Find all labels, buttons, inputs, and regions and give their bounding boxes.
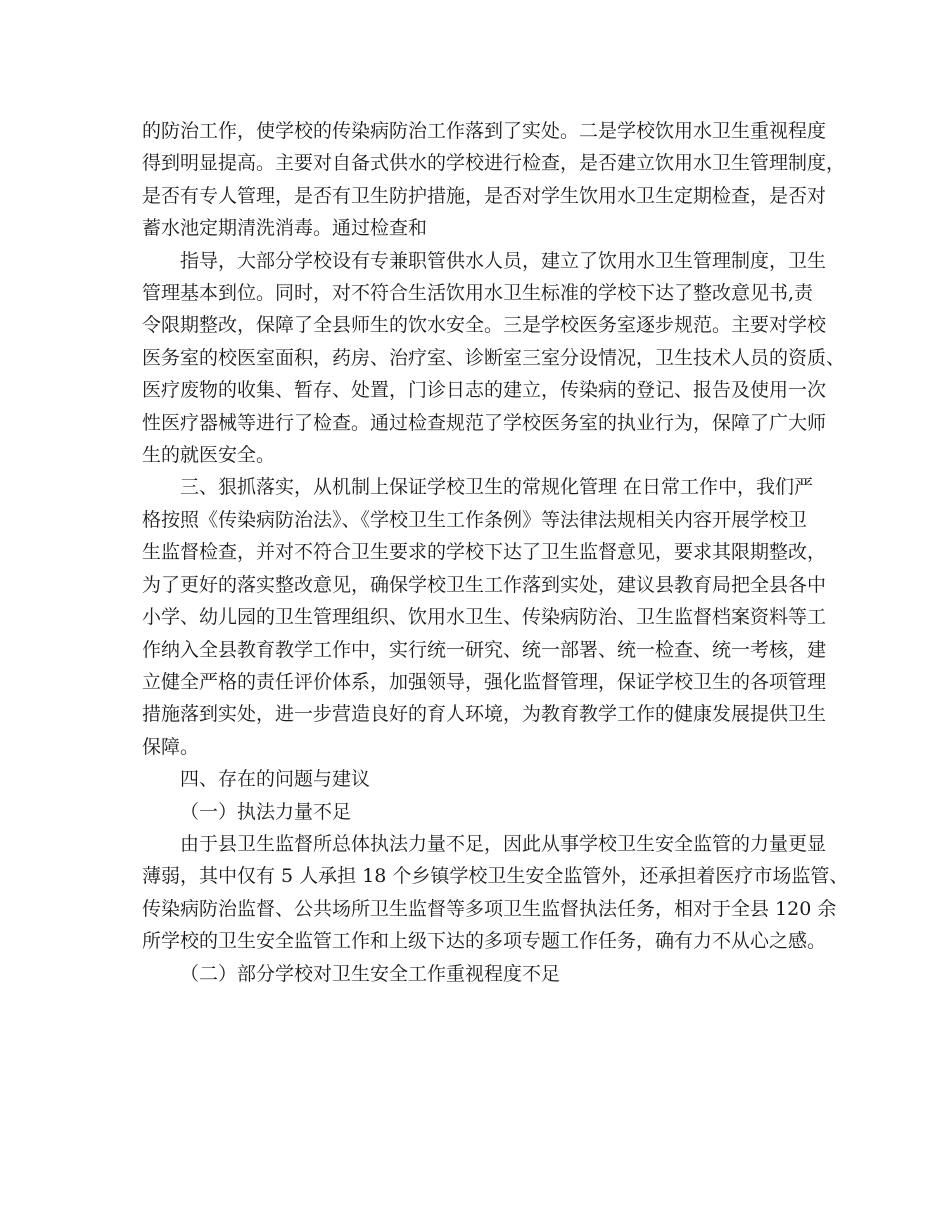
subheading-one — [142, 796, 822, 828]
text-line: 性医疗器械等进行了检查。通过检查规范了学校医务室的执业行为，保障了广大师 — [142, 411, 827, 434]
subheading-two — [142, 958, 822, 990]
text-line: 作纳入全县教育教学工作中，实行统一研究、统一部署、统一检查、统一考核，建 — [142, 638, 827, 661]
text-line: 立健全严格的责任评价体系，加强领导，强化监督管理，保证学校卫生的各项管理 — [142, 670, 827, 693]
text-line: 医务室的校医室面积，药房、治疗室、诊断室三室分设情况，卫生技术人员的资质、 — [142, 346, 846, 369]
text-line: （一）执法力量不足 — [180, 800, 352, 823]
text-line: 薄弱，其中仅有 5 人承担 18 个乡镇学校卫生安全监管外，还承担着医疗市场监管、 — [142, 865, 849, 888]
text-line: 四、存在的问题与建议 — [180, 768, 371, 791]
paragraph-drinking-water — [142, 115, 846, 245]
text-line: 三、狠抓落实，从机制上保证学校卫生的常规化管理 在日常工作中，我们严 — [180, 476, 814, 499]
text-line: 指导，大部分学校设有专兼职管供水人员，建立了饮用水卫生管理制度，卫生 — [180, 249, 827, 272]
text-line: 是否有专人管理，是否有卫生防护措施，是否对学生饮用水卫生定期检查，是否对 — [142, 184, 827, 207]
body-text — [142, 115, 849, 990]
text-line: 由于县卫生监督所总体执法力量不足，因此从事学校卫生安全监管的力量更显 — [180, 832, 827, 855]
text-line: 为了更好的落实整改意见，确保学校卫生工作落到实处，建议县教育局把全县各中 — [142, 573, 827, 596]
text-line: 医疗废物的收集、暂存、处置，门诊日志的建立，传染病的登记、报告及使用一次 — [142, 379, 827, 402]
text-line: 令限期整改，保障了全县师生的饮水安全。三是学校医务室逐步规范。主要对学校 — [142, 314, 827, 337]
text-line: 管理基本到位。同时，对不符合生活饮用水卫生标准的学校下达了整改意见书,责 — [142, 282, 814, 305]
text-line: 所学校的卫生安全监管工作和上级下达的多项专题工作任务，确有力不从心之感。 — [142, 930, 827, 953]
paragraph-guidance — [142, 245, 846, 472]
text-line: 保障。 — [142, 735, 200, 758]
text-line: 得到明显提高。主要对自备式供水的学校进行检查，是否建立饮用水卫生管理制度， — [142, 152, 846, 175]
text-line: （二）部分学校对卫生安全工作重视程度不足 — [180, 962, 561, 985]
text-line: 蓄水池定期清洗消毒。通过检查和 — [142, 217, 428, 240]
text-line: 的防治工作，使学校的传染病防治工作落到了实处。二是学校饮用水卫生重视程度 — [142, 120, 827, 142]
text-line: 生监督检查，并对不符合卫生要求的学校下达了卫生监督意见，要求其限期整改， — [142, 541, 827, 564]
paragraph-section-three — [142, 471, 827, 763]
text-line: 格按照《传染病防治法》、《学校卫生工作条例》等法律法规相关内容开展学校卫 — [142, 508, 808, 531]
text-line: 生的就医安全。 — [142, 444, 276, 467]
text-line: 措施落到实处，进一步营造良好的育人环境，为教育教学工作的健康发展提供卫生 — [142, 703, 827, 726]
text-line: 传染病防治监督、公共场所卫生监督等多项卫生监督执法任务，相对于全县 120 余 — [142, 897, 837, 920]
section-heading-four — [142, 763, 822, 795]
text-line: 小学、幼儿园的卫生管理组织、饮用水卫生、传染病防治、卫生监督档案资料等工 — [142, 606, 827, 629]
paragraph-enforcement — [142, 828, 849, 958]
